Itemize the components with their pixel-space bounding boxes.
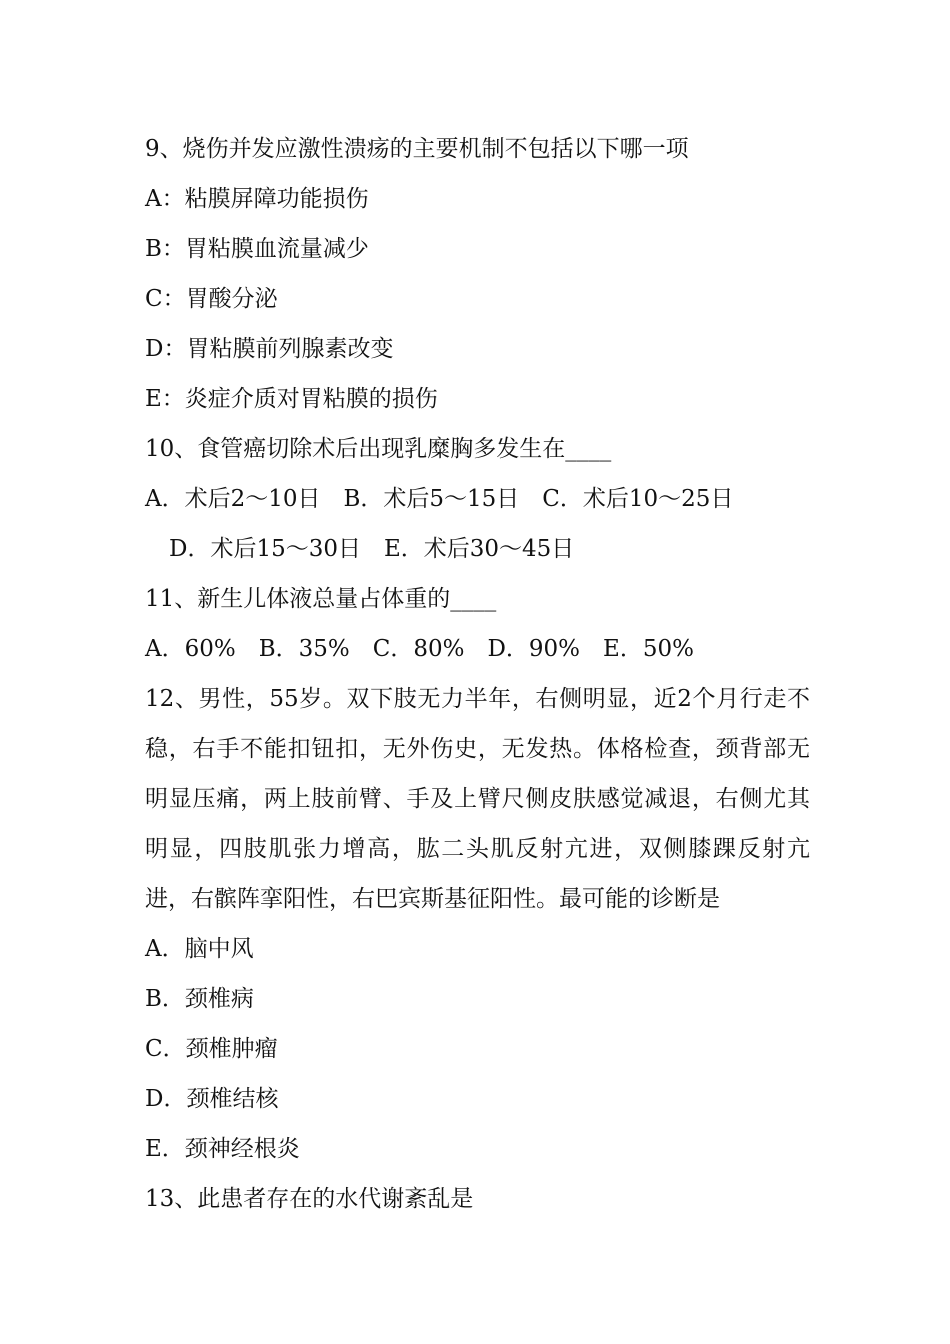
question-11-options: A．60% B．35% C．80% D．90% E．50% (145, 636, 694, 662)
question-9-option-b: B：胃粘膜血流量减少 (145, 236, 369, 262)
question-10-options-line-1: A．术后2～10日 B．术后5～15日 C．术后10～25日 (145, 486, 734, 512)
question-9-option-a: A：粘膜屏障功能损伤 (145, 186, 369, 212)
question-9-stem: 9、烧伤并发应激性溃疡的主要机制不包括以下哪一项 (145, 136, 689, 162)
question-10-stem: 10、食管癌切除术后出现乳糜胸多发生在____ (145, 436, 612, 462)
document-body (145, 124, 810, 1224)
question-9-option-c: C：胃酸分泌 (145, 286, 278, 312)
question-12-option-b: B．颈椎病 (145, 986, 254, 1012)
question-10-options-line-2: D．术后15～30日 E．术后30～45日 (169, 536, 575, 562)
question-12-option-a: A．脑中风 (145, 936, 254, 962)
question-9-option-d: D：胃粘膜前列腺素改变 (145, 336, 394, 362)
question-12-option-c: C．颈椎肿瘤 (145, 1036, 278, 1062)
question-12-stem: 12、男性，55岁。双下肢无力半年，右侧明显，近2个月行走不稳，右手不能扣钮扣，无外伤史，无发热。体格检查，颈背部无明显压痛，两上肢前臂、手及上臂尺侧皮肤感觉减退，右侧尤其明显，四肢肌张力增高，肱二头肌反射亢进，双侧膝踝反射亢进，右髌阵挛阳性，右巴宾斯基征阳性。最可能的诊断是 (145, 686, 810, 912)
question-9-option-e: E：炎症介质对胃粘膜的损伤 (145, 386, 438, 412)
question-11-stem: 11、新生儿体液总量占体重的____ (145, 586, 497, 612)
question-13-stem: 13、此患者存在的水代谢紊乱是 (145, 1186, 474, 1212)
question-12-option-d: D．颈椎结核 (145, 1086, 279, 1112)
question-12-option-e: E．颈神经根炎 (145, 1136, 300, 1162)
